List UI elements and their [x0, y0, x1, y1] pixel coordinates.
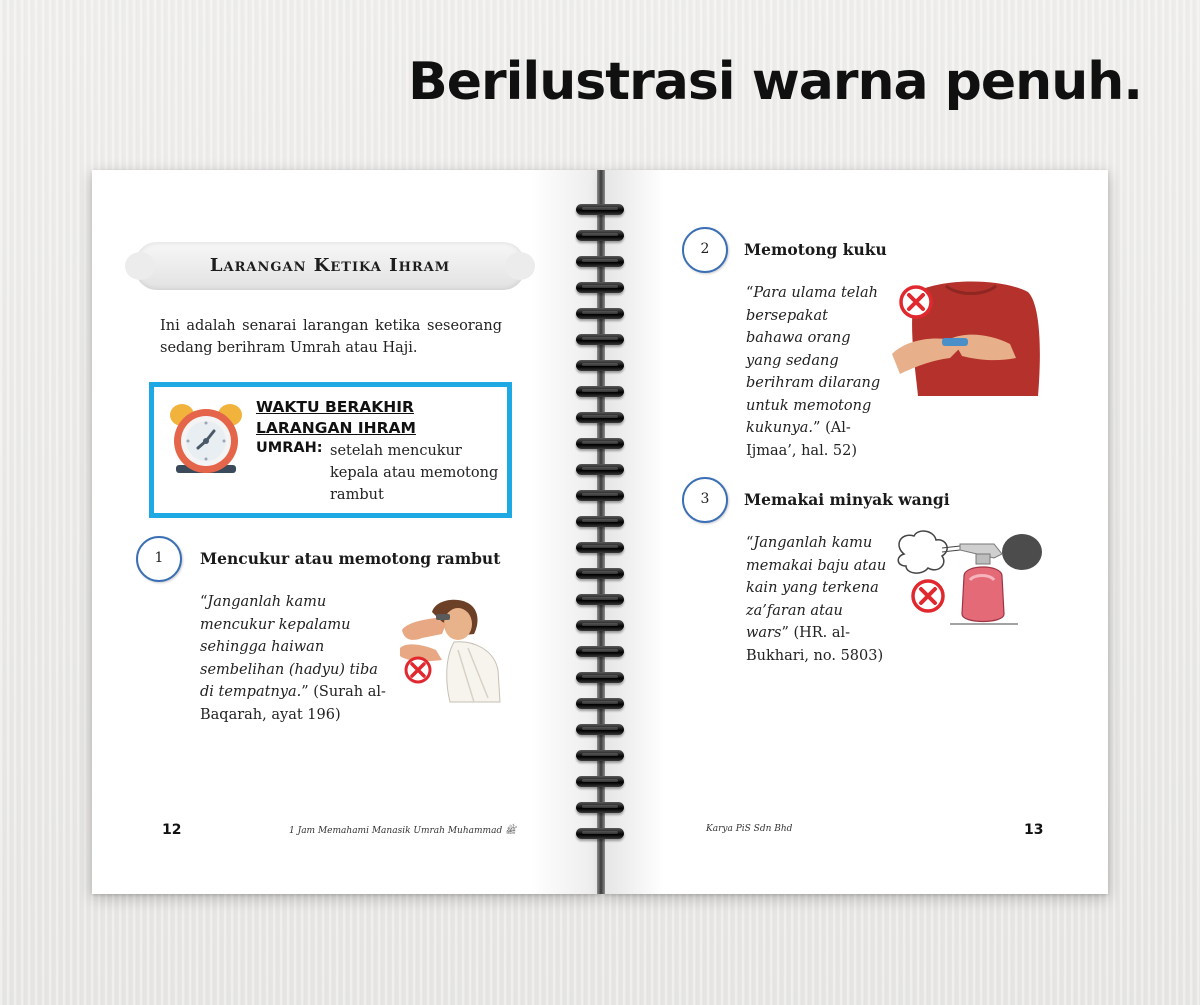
spiral-coil	[572, 620, 628, 633]
page-number-left: 12	[162, 822, 182, 838]
spiral-coil	[572, 776, 628, 789]
footer-left: 1 Jam Memahami Manasik Umrah Muhammad ﷺ	[289, 826, 516, 836]
spiral-binding	[572, 204, 628, 854]
spiral-coil	[572, 282, 628, 295]
page-title: Larangan Ketika Ihram	[209, 255, 451, 276]
hair-cutting-forbidden-icon	[396, 590, 504, 706]
spiral-coil	[572, 308, 628, 321]
quote-text: Janganlah kamu mencukur kepalamu sehingga haiwan sembelihan (hadyu) tiba di tempatnya.	[200, 594, 378, 700]
quote-open: “	[746, 535, 754, 551]
spiral-coil	[572, 464, 628, 477]
spiral-coil	[572, 360, 628, 373]
spiral-coil	[572, 334, 628, 347]
intro-text: Ini adalah senarai larangan ketika seseorang sedang berihram Umrah atau Haji.	[160, 318, 502, 356]
spiral-coil	[572, 516, 628, 529]
item-number-3: 3	[682, 477, 728, 523]
spiral-coil	[572, 802, 628, 815]
spiral-coil	[572, 490, 628, 503]
page-number-right: 13	[1024, 822, 1044, 838]
spiral-coil	[572, 698, 628, 711]
item-number-1: 1	[136, 536, 182, 582]
right-page	[604, 170, 1108, 894]
spiral-coil	[572, 204, 628, 217]
quote-source: ” (Al-Ijmaa’, hal. 52)	[746, 420, 858, 459]
item-title-3: Memakai minyak wangi	[744, 490, 950, 509]
quote-open: “	[746, 285, 754, 301]
spiral-coil	[572, 594, 628, 607]
spiral-coil	[572, 438, 628, 451]
nail-cutting-forbidden-icon	[892, 278, 1044, 398]
quote-text: Janganlah kamu memakai baju atau kain yang terkena za’faran atau wars	[746, 535, 887, 641]
spiral-coil	[572, 568, 628, 581]
spiral-coil	[572, 256, 628, 269]
info-box-heading-line2: LARANGAN IHRAM	[256, 419, 416, 437]
quote-source: ” (Surah al-Baqarah, ayat 196)	[200, 684, 386, 723]
quote-open: “	[200, 594, 208, 610]
info-box	[149, 382, 512, 518]
spiral-coil	[572, 724, 628, 737]
perfume-forbidden-icon	[890, 528, 1046, 630]
info-box-heading	[256, 397, 496, 439]
alarm-clock-icon	[168, 401, 244, 479]
item-quote-3	[746, 532, 888, 667]
item-quote-2	[746, 282, 886, 462]
info-box-desc: setelah mencukur kepala atau memotong rambut	[330, 443, 499, 503]
item-quote-1	[200, 591, 390, 726]
spiral-coil	[572, 672, 628, 685]
quote-source: ” (HR. al-Bukhari, no. 5803)	[746, 625, 884, 664]
spiral-coil	[572, 646, 628, 659]
headline: Berilustrasi warna penuh.	[408, 52, 1142, 112]
footer-right: Karya PiS Sdn Bhd	[706, 824, 793, 834]
info-box-heading-line1: WAKTU BERAKHIR	[256, 398, 414, 416]
quote-text: Para ulama telah bersepakat bahawa orang yang sedang berihram dilarang untuk memotong kukunya.	[746, 285, 881, 436]
info-box-label: UMRAH:	[256, 440, 323, 456]
item-number-2: 2	[682, 227, 728, 273]
item-title-1: Mencukur atau memotong rambut	[200, 549, 501, 568]
spiral-coil	[572, 828, 628, 841]
left-page	[92, 170, 600, 894]
spiral-coil	[572, 386, 628, 399]
spiral-coil	[572, 230, 628, 243]
item-title-2: Memotong kuku	[744, 240, 887, 259]
spiral-coil	[572, 542, 628, 555]
title-banner	[135, 242, 525, 290]
spiral-coil	[572, 750, 628, 763]
spiral-coil	[572, 412, 628, 425]
